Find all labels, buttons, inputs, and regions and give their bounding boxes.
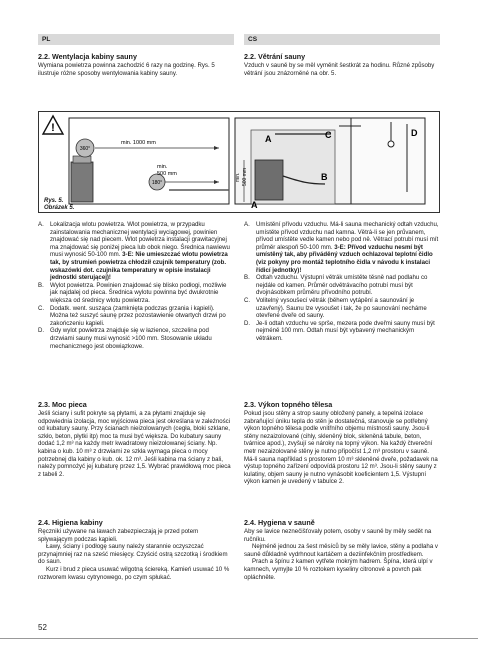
item-text: Je-li odtah vzduchu ve sprše, mezera pode dveřmi sauny musí být nejméně 100 mm. Odtah musí být vybavený mechanickým větrákem. xyxy=(256,319,435,342)
item-marker: B. xyxy=(244,274,250,282)
section-text: Wymiana powietrza powinna zachodzić 6 razy na godzinę. Rys. 5 ilustruje różne sposoby wentylowania kabiny sauny. xyxy=(38,62,215,77)
language-label: CS xyxy=(248,36,258,43)
section-text: Ręczniki używane na ławach zabezpieczają je przed potem spływającym podczas kąpieli. xyxy=(38,528,199,543)
cs-section-ventilation xyxy=(244,52,440,77)
caption-line: Obrázek 5. xyxy=(44,205,75,211)
list-item xyxy=(244,221,440,274)
figure-letter-b: B xyxy=(321,172,328,182)
section-title: 2.4. Higiena kabiny xyxy=(38,518,103,527)
item-marker: B. xyxy=(38,281,44,289)
page-number: 52 xyxy=(38,623,47,632)
section-text: Ławy, ściany i podłogę sauny należy starannie oczyszczać przynajmniej raz na sześć miesięcy. Czyścić ostrą szczotką i środkiem do saun. xyxy=(38,543,228,566)
angle-label-360: 360° xyxy=(79,146,91,152)
dimension-label-vertical-b: 500 mm xyxy=(242,167,248,186)
section-text: Nejméně jednou za šest měsíců by se měly lavice, stěny a podlaha v sauně důkladně vydrhnout kartáčem a deziinfekčním prostředkem. xyxy=(244,543,438,558)
item-text: Odtah vzduchu. Výstupní větrák umístěte těsně nad podlahu co nejdále od kamen. Průměr odvětrávacího potrubí musí být dvojnásobkem průměru přívodního potrubí. xyxy=(256,274,428,297)
cs-section-heater-output xyxy=(244,400,440,486)
section-text: Pokud jsou stěny a strop sauny obložený panely, a tepelná izolace zabraňující úniku tepla do stěn je dostatečná, stanovuje se potřebný výkon topného tělesa podle vnitřního objemu místnosti sauny. Jsou-li stěny nezaizolované (cihly, skleněný blok, skleněná tabule, beton, tvárnice apod.), zvyšují se nároky na topný výkon. Na každý čtvereční metr nezaizolované stěny je nutno připočíst 1,2 m³ prostoru v sauně. Má-li sauna například s prostorem 10 m³ skleněné dveře, požadavek na výstup topného zařízení odpovídá prostoru 12 m³. Jsou-li stěny sauny z kulatiny, objem sauny je nutno vynásobit koeficientem 1,5. Výstupní výkon kamen je uvedený v tabulce 2. xyxy=(244,410,438,486)
item-marker: A. xyxy=(38,221,44,228)
dimension-label-500: min. xyxy=(157,164,168,170)
warning-icon xyxy=(43,116,63,134)
list-item xyxy=(244,320,440,343)
language-tab-pl xyxy=(38,34,234,45)
section-text: Aby se lavice neznečišťovaly potem, osoby v sauně by měly sedět na ručníku. xyxy=(244,528,432,543)
figure-letter-d: D xyxy=(411,128,418,138)
section-title: 2.3. Výkon topného tělesa xyxy=(244,400,333,409)
item-text: Gdy wylot powietrza znajduje się w łazience, szczelina pod drzwiami sauny musi wynosić >100 mm. Stosowanie układu mechanicznego jest obowiązkowe. xyxy=(50,327,212,350)
item-marker: D. xyxy=(244,319,251,327)
svg-text:!: ! xyxy=(51,122,55,134)
angle-label-180: 180° xyxy=(151,180,163,186)
figure-caption xyxy=(44,198,74,212)
figure-letter-a-top: A xyxy=(265,134,272,144)
item-marker: C. xyxy=(244,296,251,304)
dimension-label-500b: 500 mm xyxy=(157,171,177,177)
list-item xyxy=(38,282,234,305)
item-warning: 3-E: Nie umieszczać wlotu powietrza tak, by strumień powietrza chłodził czujnik temperatury (zob. wskazówki dot. czujnika temperatury w opisie instalacji jednostki sterującej)! xyxy=(50,251,228,282)
list-item xyxy=(244,274,440,297)
sauna-diagram-left xyxy=(69,118,229,204)
item-marker: A. xyxy=(244,221,250,228)
list-item xyxy=(38,327,234,350)
section-text: Jeśli ściany i sufit pokryte są płytami, a za płytami znajduje się odpowiednia izolacja, moc wyjściowa pieca jest określana w zależności od kubatury sauny. Przy ścianach nieizolowanych (cegła, bloki szklane, szkło, beton, płytki itp) moc ta musi być większa. Do kubatury sauny dodać 1,2 m³ na każdy metr kwadratowy nieizolowanej ściany. Np. kabina o kub. 10 m³ z drzwiami ze szkła wymaga pieca o mocy potrzebnej dla kabiny o kub. ok. 12 m³. Jeśli kabina ma ściany z bali, należy pomnożyć jej kubaturę przez 1,5. Wybrać prawidłową moc pieca z tabeli 2. xyxy=(38,410,231,478)
item-marker: C. xyxy=(38,304,45,312)
dimension-label-1000: min. 1000 mm xyxy=(121,140,156,146)
section-title: 2.4. Hygiena v sauně xyxy=(244,518,315,527)
item-text: Wylot powietrza. Powinien znajdować się blisko podłogi, możliwie jak najdalej od pieca. Średnica wylotu powinna być dwukrotnie większa od średnicy wlotu powietrza. xyxy=(50,281,227,304)
item-text: Lokalizacja wlotu powietrza. Wlot powietrza, w przypadku zainstalowania mechanicznej wentylacji wyciągowej, powinien znajdować się nad piecem. Wlot powietrza instalacji grawitacyjnej ma znajdować się poniżej pieca lub obok niego. Średnica nawiewu musi wynosić 50-100 mm. xyxy=(50,221,230,259)
figure-letter-c: C xyxy=(325,130,332,140)
pl-section-hygiene xyxy=(38,518,234,581)
section-text: Prach a špínu z kamen vytřete mokrým hadrem. Špína, která ulpí v kamnech, vymyjte 10 % roztokem kyseliny citronové a povrch pak opláchněte. xyxy=(244,558,433,581)
list-item xyxy=(38,305,234,328)
item-text: Dodatk. went. susząca (zamknięta podczas grzania i kąpieli). Można też suszyć saunę przez pozostawienie otwartych drzwi po zakończeniu kąpieli. xyxy=(50,304,226,327)
cs-section-hygiene xyxy=(244,518,440,581)
section-text: Kurz i brud z pieca usuwać wilgotną ściereką. Kamień usuwać 10 % roztworem kwasu cytrynowego, po czym spłukać. xyxy=(38,565,230,581)
section-title: 2.3. Moc pieca xyxy=(38,400,87,409)
figure-letter-a-bottom: A xyxy=(251,200,258,210)
list-item xyxy=(244,297,440,320)
section-title: 2.2. Větrání sauny xyxy=(244,52,306,61)
caption-line: Rys. 5. xyxy=(44,198,64,204)
pl-ventilation-list xyxy=(38,221,234,350)
dimension-label-vertical: min. xyxy=(235,172,241,182)
pl-section-heater-output xyxy=(38,400,234,478)
footer-divider xyxy=(0,638,478,639)
language-label: PL xyxy=(42,36,51,43)
pl-section-ventilation xyxy=(38,52,234,77)
item-text: Umístění přívodu vzduchu. Má-li sauna mechanický odtah vzduchu, umístěte přívod vzduchu nad kamna. Větrá-li se jen průvanem, přívod umístěte vedle kamen nebo pod ně. Větrací potrubí musí mít průměr alespoň 50-100 mm. xyxy=(256,221,439,251)
item-marker: D. xyxy=(38,327,45,335)
ventilation-figure xyxy=(38,111,440,213)
section-text: Vzduch v sauně by se měl vyměnit šestkrát za hodinu. Různé způsoby větrání jsou znázorněné na obr. 5. xyxy=(244,62,435,77)
item-text: Volitelný vysoušecí větrák (během vytápění a saunování je uzavřený). Saunu lze vysoušet i tak, že po saunování necháme otevřené dveře od sauny. xyxy=(256,296,427,320)
language-tab-cs xyxy=(244,34,440,45)
cs-ventilation-list xyxy=(244,221,440,343)
list-item xyxy=(38,221,234,282)
section-title: 2.2. Wentylacja kabiny sauny xyxy=(38,52,137,61)
item-warning: 3-E: Přívod vzduchu nesmí být umístěný tak, aby přiváděný vzduch ochlazoval teplotní čidlo (viz pokyny pro montáž teplotního čidla v návodu k instalaci řídicí jednotky)! xyxy=(256,243,433,274)
